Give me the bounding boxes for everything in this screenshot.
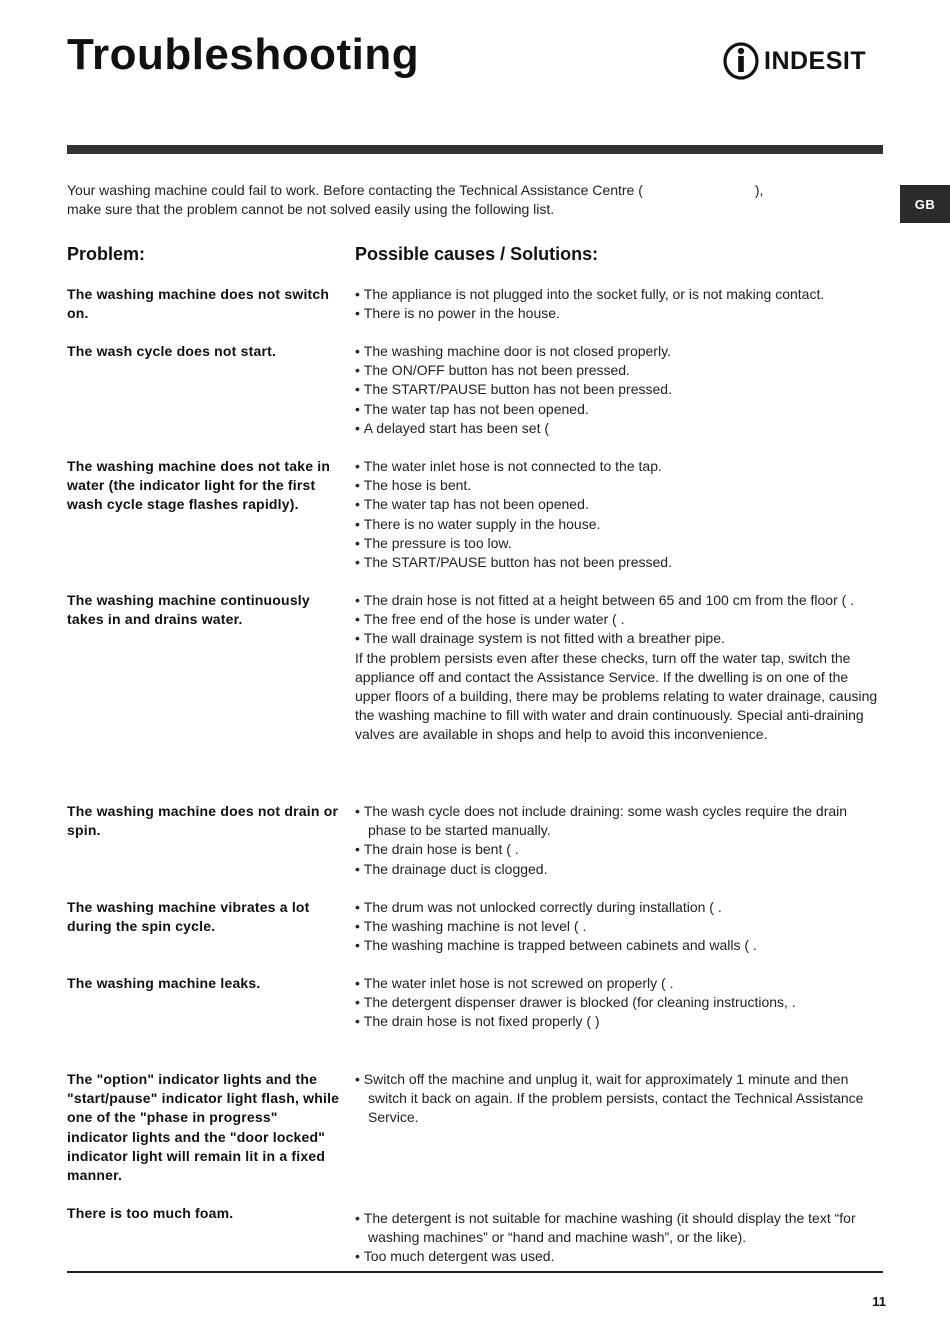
problem-column-heading: Problem: — [67, 244, 146, 264]
problem-text: The washing machine vibrates a lot during the spin cycle. — [67, 899, 310, 935]
cause-item: • A delayed start has been set ( — [355, 419, 883, 438]
indesit-i-icon — [722, 41, 760, 81]
page-number: 11 — [872, 1294, 886, 1309]
cause-list — [355, 591, 883, 745]
cause-item: • There is no water supply in the house. — [355, 515, 883, 534]
cause-list — [355, 342, 883, 438]
cause-item: • The START/PAUSE button has not been pressed. — [355, 553, 883, 572]
cause-item: • The water inlet hose is not connected to the tap. — [355, 457, 883, 476]
cause-list — [355, 1070, 883, 1128]
cause-item: • The drainage duct is clogged. — [355, 860, 883, 879]
cause-list — [355, 898, 883, 956]
cause-item: • The washing machine is not level ( . — [355, 917, 883, 936]
page-title: Troubleshooting — [67, 30, 420, 79]
cause-item: • The START/PAUSE button has not been pressed. — [355, 380, 883, 399]
cause-item: • The drum was not unlocked correctly during installation ( . — [355, 898, 883, 917]
cause-list — [355, 974, 883, 1032]
cause-item: • The washing machine is trapped between cabinets and walls ( . — [355, 936, 883, 955]
solutions-column-heading: Possible causes / Solutions: — [355, 244, 599, 264]
problem-text: The washing machine leaks. — [67, 975, 261, 991]
cause-item: • The free end of the hose is under water ( . — [355, 610, 883, 629]
problem-text: The washing machine continuously takes in and drains water. — [67, 592, 310, 628]
cause-note: If the problem persists even after these checks, turn off the water tap, switch the appliance off and contact the Assistance Service. If the dwelling is on one of the upper floors of a building, there may be problems relating to water drainage, causing the washing machine to fill with water and drain continuously. Special anti-draining valves are available in shops and help to avoid this inconvenience. — [355, 649, 878, 743]
cause-item: • The water inlet hose is not screwed on properly ( . — [355, 974, 883, 993]
cause-item: • The ON/OFF button has not been pressed. — [355, 361, 883, 380]
cause-item: • The hose is bent. — [355, 476, 883, 495]
brand-name: INDESIT — [764, 46, 867, 75]
brand-logo — [722, 38, 866, 84]
cause-item: • The wash cycle does not include draining: some wash cycles require the drain phase to be started manually. — [355, 802, 883, 840]
footer-divider — [67, 1271, 883, 1273]
intro-line-1: Your washing machine could fail to work. Before contacting the Technical Assistance Centre ( — [67, 182, 643, 198]
cause-item: • The water tap has not been opened. — [355, 495, 883, 514]
intro-line-1-end: ), — [754, 182, 764, 198]
cause-list — [355, 285, 883, 323]
cause-item: • The wall drainage system is not fitted with a breather pipe. — [355, 629, 883, 648]
language-tab: GB — [900, 185, 950, 223]
cause-list — [355, 1209, 883, 1267]
cause-item: • The appliance is not plugged into the socket fully, or is not making contact. — [355, 285, 883, 304]
cause-item: • The detergent is not suitable for machine washing (it should display the text “for washing machines” or “hand and machine wash”, or the like). — [355, 1209, 883, 1247]
intro-line-2: make sure that the problem cannot be not solved easily using the following list. — [67, 201, 555, 218]
cause-item: • The pressure is too low. — [355, 534, 883, 553]
cause-item: • The drain hose is not fixed properly ( ) — [355, 1012, 883, 1031]
cause-item: • The detergent dispenser drawer is blocked (for cleaning instructions, . — [355, 993, 883, 1012]
cause-list — [355, 457, 883, 572]
intro-paragraph — [67, 181, 862, 220]
header-divider — [67, 145, 883, 154]
problem-text: The washing machine does not switch on. — [67, 286, 330, 322]
cause-item: • Too much detergent was used. — [355, 1247, 883, 1266]
cause-item: • The drain hose is bent ( . — [355, 840, 883, 859]
cause-item: • There is no power in the house. — [355, 304, 883, 323]
cause-item: • Switch off the machine and unplug it, wait for approximately 1 minute and then switch it back on again. If the problem persists, contact the Technical Assistance Service. — [355, 1070, 883, 1128]
problem-text: The "option" indicator lights and the "start/pause" indicator light flash, while one of the "phase in progress" indicator lights and the "door locked" indicator light will remain lit in a fixed manner. — [67, 1071, 340, 1184]
problem-text: The washing machine does not take in water (the indicator light for the first wash cycle stage flashes rapidly). — [67, 458, 331, 513]
problem-text: The washing machine does not drain or spin. — [67, 803, 339, 839]
problem-text: There is too much foam. — [67, 1205, 234, 1221]
cause-item: • The water tap has not been opened. — [355, 400, 883, 419]
cause-item: • The drain hose is not fitted at a height between 65 and 100 cm from the floor ( . — [355, 591, 883, 610]
problem-text: The wash cycle does not start. — [67, 343, 277, 359]
cause-list — [355, 802, 883, 879]
cause-item: • The washing machine door is not closed properly. — [355, 342, 883, 361]
